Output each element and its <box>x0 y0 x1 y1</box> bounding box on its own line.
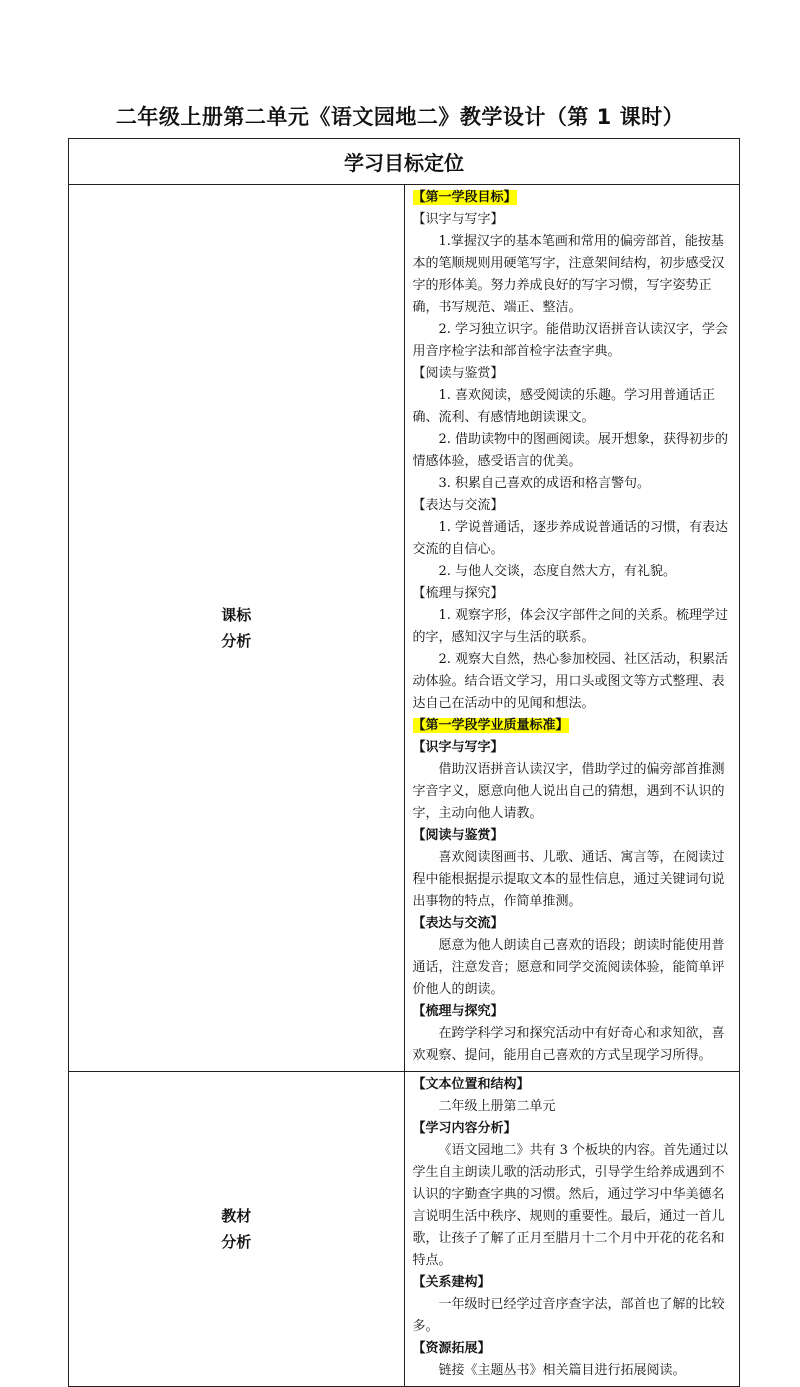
resource-heading: 【资源拓展】 <box>412 1341 491 1356</box>
reading-heading: 【阅读与鉴赏】 <box>412 366 504 381</box>
content-heading: 【学习内容分析】 <box>412 1121 517 1136</box>
expression-item: 2. 与他人交谈，态度自然大方，有礼貌。 <box>438 564 677 579</box>
reading-item: 2. 借助读物中的图画阅读。展开想象，获得初步的情感体验，感受语言的优美。 <box>412 432 729 469</box>
textbook-row <box>69 1072 740 1387</box>
expression-heading: 【表达与交流】 <box>412 498 504 513</box>
quality-reading-text: 喜欢阅读图画书、儿歌、通话、寓言等，在阅读过程中能根据提示提取文本的显性信息，通过关键词句说出事物的特点，作简单推测。 <box>412 850 725 909</box>
quality-reading-heading: 【阅读与鉴赏】 <box>412 828 504 843</box>
quality-expression-text: 愿意为他人朗读自己喜欢的语段；朗读时能使用普通话，注意发音；愿意和同学交流阅读体验，能简单评价他人的朗读。 <box>412 938 725 997</box>
quality-expression-heading: 【表达与交流】 <box>412 916 504 931</box>
curriculum-content <box>404 185 740 1072</box>
lesson-plan-table <box>68 138 740 1387</box>
expression-item: 1. 学说普通话，逐步养成说普通话的习惯，有表达交流的自信心。 <box>412 520 729 557</box>
reading-item: 1. 喜欢阅读，感受阅读的乐趣。学习用普通话正确、流利、有感情地朗读课文。 <box>412 388 716 425</box>
content-text: 《语文园地二》共有 3 个板块的内容。首先通过以学生自主朗读儿歌的活动形式，引导学生给养成遇到不认识的字勤查字典的习惯。然后，通过学习中华美德名言说明生活中秩序、规则的重要性。最后，通过一首儿歌，让孩子了解了正月至腊月十二个月中开花的花名和特点。 <box>412 1143 729 1268</box>
quality-explore-heading: 【梳理与探究】 <box>412 1004 504 1019</box>
position-heading: 【文本位置和结构】 <box>412 1077 530 1092</box>
quality-heading: 【第一学段学业质量标准】 <box>412 718 569 733</box>
explore-heading: 【梳理与探究】 <box>412 586 504 601</box>
quality-explore-text: 在跨学科学习和探究活动中有好奇心和求知欲，喜欢观察、提问，能用自己喜欢的方式呈现学习所得。 <box>412 1026 725 1063</box>
textbook-content <box>404 1072 740 1387</box>
relation-text: 一年级时已经学过音序查字法，部首也了解的比较多。 <box>412 1297 725 1334</box>
textbook-label-line1: 教材 <box>221 1207 252 1225</box>
position-text: 二年级上册第二单元 <box>438 1099 556 1114</box>
curriculum-label-line1: 课标 <box>221 606 252 624</box>
resource-text: 链接《主题丛书》相关篇目进行拓展阅读。 <box>438 1363 686 1378</box>
quality-literacy-heading: 【识字与写字】 <box>412 740 504 755</box>
curriculum-label-line2: 分析 <box>221 632 252 650</box>
textbook-label-line2: 分析 <box>221 1233 252 1251</box>
literacy-item: 1.掌握汉字的基本笔画和常用的偏旁部首，能按基本的笔顺规则用硬笔写字，注意架间结构，初步感受汉字的形体美。努力养成良好的写字习惯，写字姿势正确，书写规范、端正、整洁。 <box>412 234 725 315</box>
explore-item: 2. 观察大自然，热心参加校园、社区活动，积累活动体验。结合语文学习，用口头或图文等方式整理、表达自己在活动中的见闻和想法。 <box>412 652 729 711</box>
goals-heading: 【第一学段目标】 <box>412 190 517 205</box>
explore-item: 1. 观察字形，体会汉字部件之间的关系。梳理学过的字，感知汉字与生活的联系。 <box>412 608 729 645</box>
curriculum-row <box>69 185 740 1072</box>
curriculum-label <box>69 185 405 1072</box>
literacy-heading: 【识字与写字】 <box>412 212 504 227</box>
literacy-item: 2. 学习独立识字。能借助汉语拼音认读汉字，学会用音序检字法和部首检字法查字典。 <box>412 322 729 359</box>
relation-heading: 【关系建构】 <box>412 1275 491 1290</box>
quality-literacy-text: 借助汉语拼音认读汉字，借助学过的偏旁部首推测字音字义，愿意向他人说出自己的猜想，遇到不认识的字，主动向他人请教。 <box>412 762 725 821</box>
section-heading: 学习目标定位 <box>69 139 740 185</box>
document-title: 二年级上册第二单元《语文园地二》教学设计（第 1 课时） <box>115 105 685 129</box>
textbook-label <box>69 1072 405 1387</box>
reading-item: 3. 积累自己喜欢的成语和格言警句。 <box>438 476 651 491</box>
